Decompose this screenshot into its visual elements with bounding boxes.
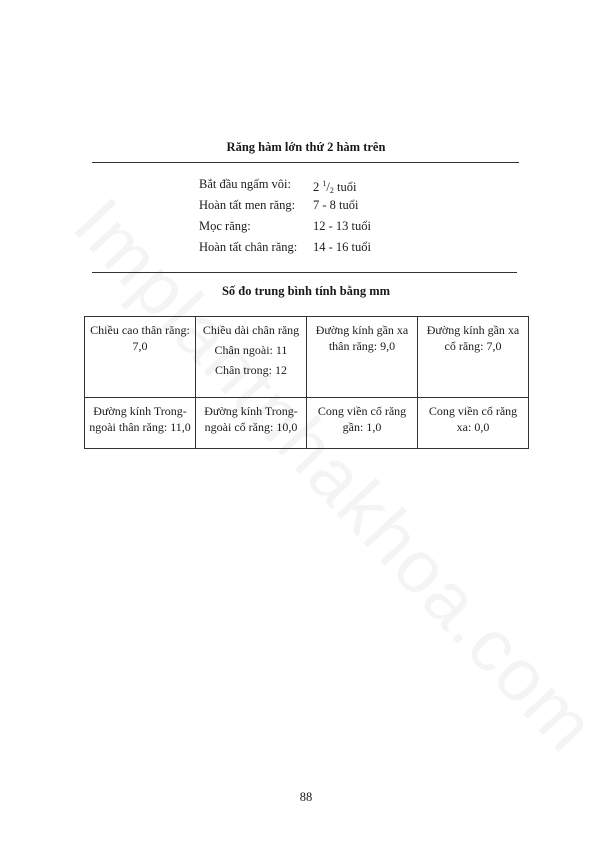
table-row — [85, 398, 529, 449]
cell-text: Cong viền cổ răng gần: 1,0 — [317, 404, 407, 434]
cell-text: Đường kính Trong-ngoài cổ răng: 10,0 — [204, 404, 298, 434]
table-cell — [418, 317, 529, 398]
cell-text: Chân ngoài: 11 — [214, 343, 288, 357]
development-label: Hoàn tất chân răng: — [199, 240, 298, 254]
top-divider — [92, 162, 519, 163]
table-cell — [196, 317, 307, 398]
cell-text: Chân trong: 12 — [215, 363, 287, 377]
development-value: 12 - 13 tuổi — [313, 219, 371, 233]
cell-text: Cong viền cổ răng xa: 0,0 — [428, 404, 518, 434]
cell-text: Chiều dài chân răng — [202, 323, 300, 337]
fraction-numerator: 1 — [322, 179, 327, 188]
development-label: Bắt đầu ngấm vôi: — [199, 177, 291, 191]
value-whole: 2 — [313, 180, 323, 194]
cell-text: Chiều cao thân răng: 7,0 — [90, 323, 190, 353]
measure-title: Số đo trung bình tính bằng mm — [221, 284, 391, 298]
cell-text: Đường kính Trong-ngoài thân răng: 11,0 — [89, 404, 191, 434]
table-cell — [418, 398, 529, 449]
bottom-divider — [92, 272, 517, 273]
development-value: 2 $^1/_2$ tuổi — [313, 179, 357, 195]
development-label: Mọc răng: — [199, 219, 251, 233]
fraction-denominator: 2 — [329, 186, 334, 195]
development-value: 14 - 16 tuổi — [313, 240, 371, 254]
table-cell — [307, 317, 418, 398]
measurements-table — [84, 316, 529, 449]
table-row — [85, 317, 529, 398]
cell-text: Đường kính gần xa cổ răng: 7,0 — [426, 323, 520, 353]
table-cell — [307, 398, 418, 449]
table-cell — [85, 317, 196, 398]
section-title: Răng hàm lớn thứ 2 hàm trên — [226, 140, 386, 154]
development-value: 7 - 8 tuổi — [313, 198, 359, 212]
table-cell — [85, 398, 196, 449]
value-unit: tuổi — [333, 180, 357, 194]
table-cell — [196, 398, 307, 449]
cell-text: Đường kính gần xa thân răng: 9,0 — [315, 323, 409, 353]
development-label: Hoàn tất men răng: — [199, 198, 296, 212]
page-number: 88 — [299, 790, 313, 804]
